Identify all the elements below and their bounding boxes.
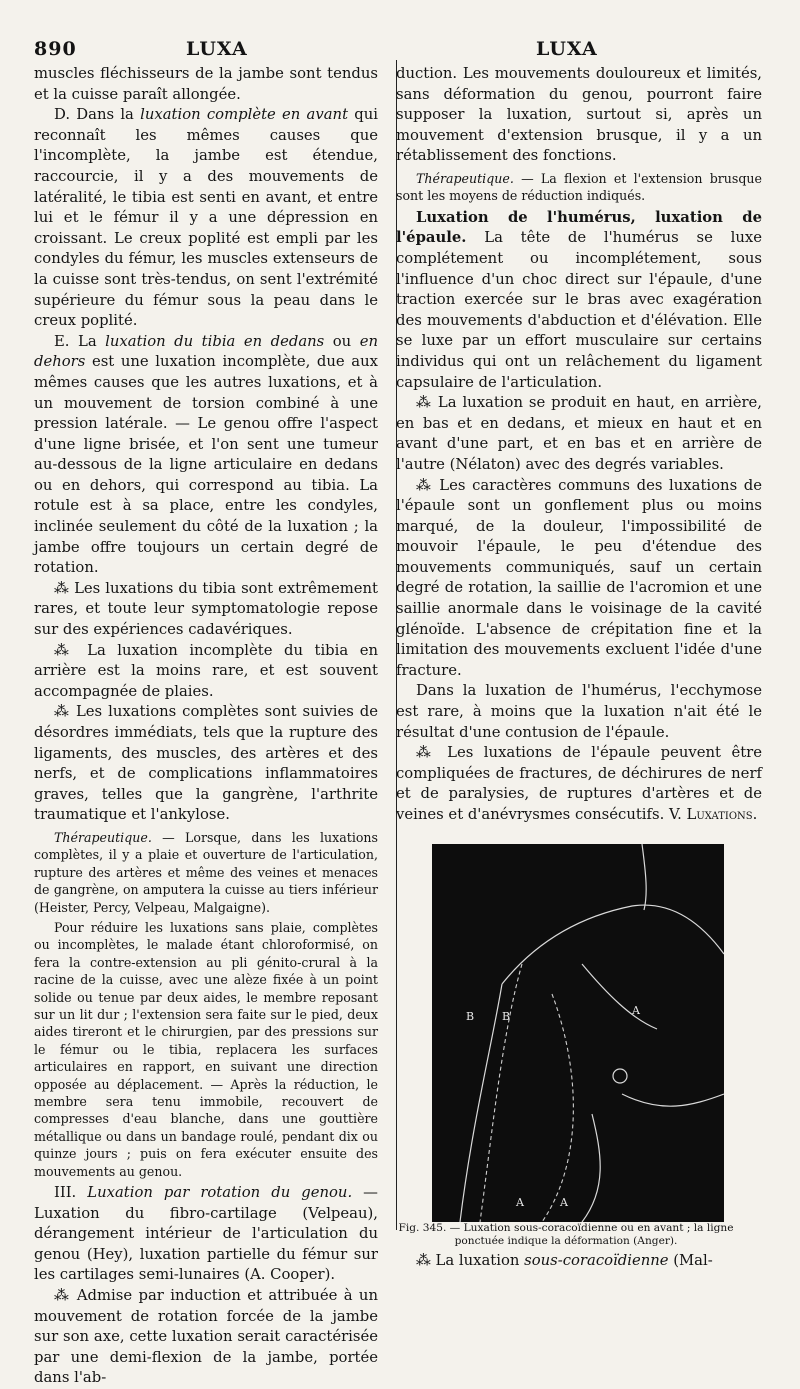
paragraph: E. La luxation du tibia en dedans ou en dehors est une luxation incomplète, due aux mêmes causes que les autres luxations, et à un mouvement de torsion combiné à une pression latérale. — Le genou offre l'aspect d'une ligne brisée, et l'on sent une tumeur au-dessous de la ligne articulaire en dedans ou en dehors, qui correspond au tibia. La rotule est à sa place, entre les condyles, inclinée seulement du côté de la luxation ; la jambe offre toujours un certain degré de rotation.: [34, 332, 378, 577]
right-column: [396, 64, 762, 1271]
paragraph: Dans la luxation de l'humérus, l'ecchymose est rare, à moins que la luxation n'ait été le résultat d'une contusion de l'épaule.: [396, 682, 762, 741]
figure-label: B: [502, 1009, 511, 1023]
figure-label: B: [466, 1009, 475, 1023]
paragraph: ⁂ La luxation se produit en haut, en arrière, en bas et en dedans, et mieux en haut et en avant d'une part, et en bas et en arrière de l'autre (Nélaton) avec des degrés variables.: [396, 394, 762, 473]
paragraph: ⁂ Admise par induction et attribuée à un mouvement de rotation forcée de la jambe sur son axe, cette luxation serait caractérisée par une demi-flexion de la jambe, portée dans l'ab-: [34, 1287, 378, 1387]
paragraph: III. Luxation par rotation du genou. — Luxation du fibro-cartilage (Velpeau), dérangement intérieur de l'articulation du genou (Hey), luxation partielle du fémur sur les cartilages semi-lunaires (A. Cooper).: [34, 1184, 378, 1284]
therapeutics-note: Pour réduire les luxations sans plaie, complètes ou incomplètes, le malade étant chloroformisé, on fera la contre-extension au pli génito-crural à la racine de la cuisse, avec une alèze fixée à un point solide ou tenue par deux aides, le membre reposant sur un lit dur ; l'extension sera faite sur le pied, deux aides tireront et le chirurgien, par des pressions sur le fémur ou le tibia, replacera les surfaces articulaires en rapport, en suivant une direction opposée au déplacement. — Après la réduction, le membre sera tenu immobile, recouvert de compresses d'eau blanche, dans une gouttière métallique ou dans un bandage roulé, pendant dix ou quinze jours ; puis on fera exécuter ensuite des mouvements au genou.: [34, 920, 378, 1179]
paragraph: ⁂ Les caractères communs des luxations de l'épaule sont un gonflement plus ou moins marqué, de la douleur, l'impossibilité de mouvoir l'épaule, le peu d'étendue des mouvements communiqués, sauf un certain degré de rotation, la saillie de l'acromion et une saillie anormale dans le voisinage de la cavité glénoïde. L'absence de crépitation fine et la limitation des mouvements excluent l'idée d'une fracture.: [396, 476, 762, 679]
paragraph: Luxation de l'humérus, luxation de l'épaule. La tête de l'humérus se luxe complétement ou incomplétement, sous l'influence d'un choc direct sur l'épaule, d'une traction exercée sur le bras avec exagération des mouvements d'abduction et d'élévation. Elle se luxe par un effort musculaire sur certains individus qui ont un relâchement du ligament capsulaire de l'articulation.: [396, 208, 762, 391]
entry-heading: Luxation de l'humérus, luxation de l'épaule.: [396, 208, 762, 247]
paragraph: muscles fléchisseurs de la jambe sont tendus et la cuisse paraît allongée.: [34, 65, 378, 103]
figure-label: A: [632, 1003, 640, 1017]
figure-label: A: [560, 1195, 568, 1209]
paragraph: ⁂ Les luxations du tibia sont extrêmement rares, et toute leur symptomatologie repose sur des expériences cadavériques.: [34, 579, 378, 639]
paragraph: ⁂ Les luxations complètes sont suivies de désordres immédiats, tels que la rupture des ligaments, des muscles, des artères et des nerfs, et de complications inflammatoires graves, telles que la gangrène, l'arthrite traumatique et l'ankylose.: [34, 703, 378, 824]
figure-caption: Fig. 345. — Luxation sous-coracoïdienne ou en avant ; la ligne ponctuée indique la déformation (Anger).: [398, 1221, 734, 1247]
running-title-left: LUXA: [186, 38, 248, 60]
page-number: 890: [34, 38, 77, 60]
paragraph: D. Dans la luxation complète en avant qui reconnaît les mêmes causes que l'incomplète, la jambe est étendue, raccourcie, il y a des mouvements de latéralité, le tibia est senti en avant, et entre lui et le fémur il y a une dépression en croissant. Le creux poplité est empli par les condyles du fémur, les muscles extenseurs de la cuisse sont très-tendus, on sent l'extrémité supérieure du fémur sous la peau dans le creux poplité.: [34, 106, 378, 330]
paragraph: ⁂ Les luxations de l'épaule peuvent être compliquées de fractures, de déchirures de nerf et de paralysies, de ruptures d'artères et de veines et d'anévrysmes consécutifs. V. Luxations.: [396, 744, 762, 823]
left-column: [34, 64, 378, 1389]
therapeutics-note: Thérapeutique. — La flexion et l'extension brusque sont les moyens de réduction indiqués.: [396, 170, 762, 204]
shoulder-illustration: [432, 844, 724, 1222]
therapeutics-note: Thérapeutique. — Lorsque, dans les luxations complètes, il y a plaie et ouverture de l'articulation, rupture des artères et même des veines et menaces de gangrène, on amputera la cuisse au tiers inférieur (Heister, Percy, Velpeau, Malgaigne).: [34, 829, 378, 915]
figure-shoulder-luxation: [432, 844, 724, 1222]
paragraph: ⁂ La luxation incomplète du tibia en arrière est la moins rare, et est souvent accompagnée de plaies.: [34, 641, 378, 700]
running-title-right: LUXA: [536, 38, 598, 60]
paragraph: duction. Les mouvements douloureux et limités, sans déformation du genou, pourront faire supposer la luxation, surtout si, après un mouvement d'extension brusque, il y a un rétablissement des fonctions.: [396, 65, 762, 165]
figure-label: A: [516, 1195, 524, 1209]
paragraph: ⁂ La luxation sous-coracoïdienne (Mal-: [416, 1251, 713, 1269]
